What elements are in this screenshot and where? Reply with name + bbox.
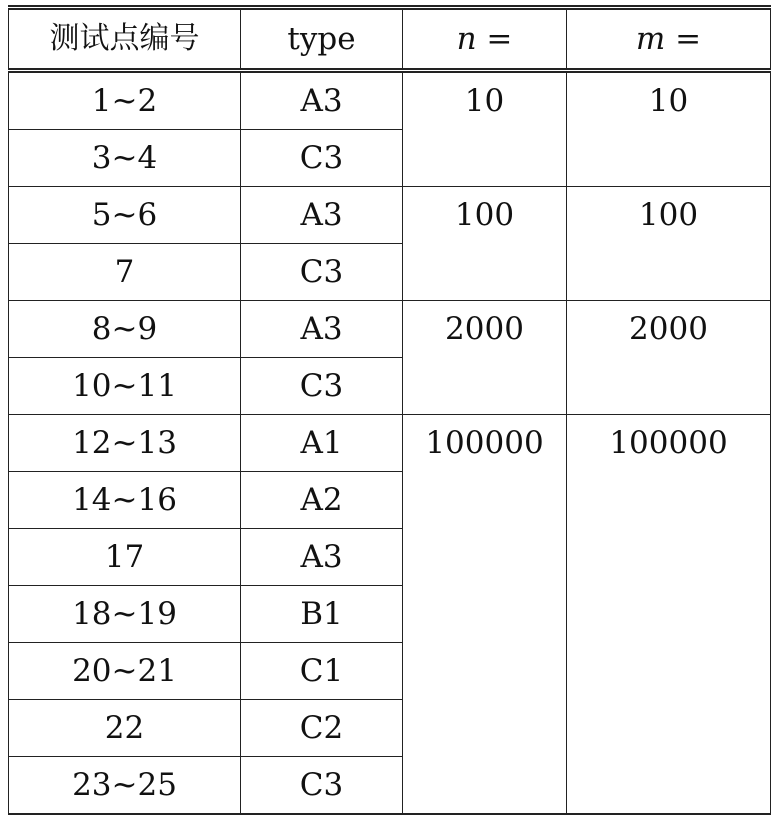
type-cell: C2 bbox=[241, 700, 403, 757]
type-cell: A3 bbox=[241, 529, 403, 586]
test-id-cell: 22 bbox=[9, 700, 241, 757]
type-cell: C3 bbox=[241, 130, 403, 187]
test-id-cell: 20~21 bbox=[9, 643, 241, 700]
type-cell: A3 bbox=[241, 71, 403, 130]
test-id-cell: 1~2 bbox=[9, 71, 241, 130]
type-cell: C1 bbox=[241, 643, 403, 700]
type-cell: A3 bbox=[241, 301, 403, 358]
test-id-cell: 12~13 bbox=[9, 415, 241, 472]
header-row bbox=[9, 8, 771, 71]
test-id-cell: 14~16 bbox=[9, 472, 241, 529]
m-value-cell: 10 bbox=[567, 71, 771, 187]
test-id-cell: 8~9 bbox=[9, 301, 241, 358]
test-id-cell: 5~6 bbox=[9, 187, 241, 244]
n-value-cell: 2000 bbox=[403, 301, 567, 415]
type-cell: B1 bbox=[241, 586, 403, 643]
m-value-cell: 100000 bbox=[567, 415, 771, 815]
type-cell: A3 bbox=[241, 187, 403, 244]
m-value-cell: 100 bbox=[567, 187, 771, 301]
n-value-cell: 100000 bbox=[403, 415, 567, 815]
test-point-table bbox=[8, 5, 771, 815]
n-value-cell: 100 bbox=[403, 187, 567, 301]
test-id-cell: 10~11 bbox=[9, 358, 241, 415]
test-id-cell: 23~25 bbox=[9, 757, 241, 815]
table-row bbox=[9, 71, 771, 130]
table-row bbox=[9, 415, 771, 472]
test-id-cell: 7 bbox=[9, 244, 241, 301]
header-n: n = bbox=[403, 8, 567, 71]
header-test-id: 测试点编号 bbox=[9, 8, 241, 71]
type-cell: A2 bbox=[241, 472, 403, 529]
type-cell: C3 bbox=[241, 757, 403, 815]
test-id-cell: 18~19 bbox=[9, 586, 241, 643]
m-value-cell: 2000 bbox=[567, 301, 771, 415]
type-cell: A1 bbox=[241, 415, 403, 472]
test-id-cell: 17 bbox=[9, 529, 241, 586]
header-m: m = bbox=[567, 8, 771, 71]
table-row bbox=[9, 301, 771, 358]
header-type: type bbox=[241, 8, 403, 71]
n-value-cell: 10 bbox=[403, 71, 567, 187]
test-id-cell: 3~4 bbox=[9, 130, 241, 187]
table-row bbox=[9, 187, 771, 244]
type-cell: C3 bbox=[241, 244, 403, 301]
type-cell: C3 bbox=[241, 358, 403, 415]
